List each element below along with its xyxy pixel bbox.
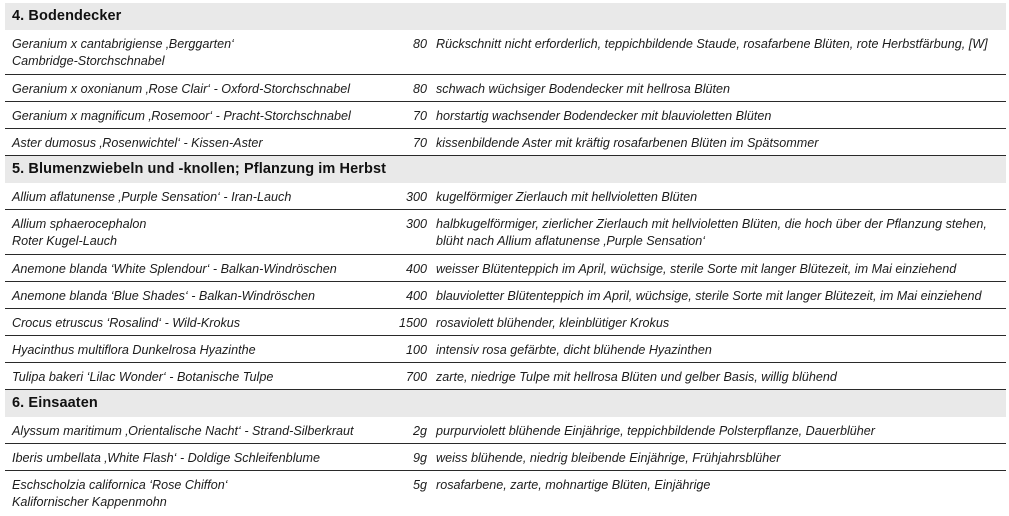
- section-header: 5. Blumenzwiebeln und -knollen; Pflanzung im Herbst: [5, 156, 1006, 183]
- plant-row: [5, 471, 1006, 516]
- plant-name: Iberis umbellata ‚White Flash‘ - Doldige Schleifenblume: [12, 451, 320, 465]
- plant-name: Eschscholzia californica ‘Rose Chiffon‘ Kalifornischer Kappenmohn: [12, 478, 228, 509]
- plant-quantity: 80: [412, 82, 427, 96]
- plant-row: [5, 75, 1006, 102]
- plant-quantity: 300: [405, 190, 427, 204]
- plant-description: intensiv rosa gefärbte, dicht blühende Hyazinthen: [436, 343, 712, 357]
- plant-name: Hyacinthus multiflora Dunkelrosa Hyazinthe: [12, 343, 256, 357]
- plant-description: blauvioletter Blütenteppich im April, wüchsige, sterile Sorte mit langer Blütezeit, im Mai einziehend: [436, 289, 982, 303]
- plant-name: Allium sphaerocephalon Roter Kugel-Lauch: [12, 217, 147, 248]
- plant-description: kugelförmiger Zierlauch mit hellvioletten Blüten: [436, 190, 698, 204]
- plant-row: [5, 444, 1006, 471]
- section-header: 4. Bodendecker: [5, 3, 1006, 30]
- plant-row: [5, 336, 1006, 363]
- plant-quantity: 9g: [412, 451, 427, 465]
- plant-description: rosafarbene, zarte, mohnartige Blüten, Einjährige: [436, 478, 711, 492]
- plant-description: horstartig wachsender Bodendecker mit blauvioletten Blüten: [436, 109, 772, 123]
- plant-quantity: 80: [412, 37, 427, 51]
- plant-quantity: 5g: [412, 478, 427, 492]
- plant-row: [5, 309, 1006, 336]
- plant-name: Tulipa bakeri ‘Lilac Wonder‘ - Botanische Tulpe: [12, 370, 274, 384]
- plant-description: Rückschnitt nicht erforderlich, teppichbildende Staude, rosafarbene Blüten, rote Herbstfärbung, [W]: [436, 37, 988, 51]
- plant-row: [5, 255, 1006, 282]
- plant-name: Alyssum maritimum ‚Orientalische Nacht‘ - Strand-Silberkraut: [12, 424, 354, 438]
- plant-description: weiss blühende, niedrig bleibende Einjährige, Frühjahrsblüher: [436, 451, 781, 465]
- plant-quantity: 100: [405, 343, 427, 357]
- plant-row: [5, 129, 1006, 156]
- plant-name: Aster dumosus ‚Rosenwichtel‘ - Kissen-Aster: [12, 136, 263, 150]
- section-header: 6. Einsaaten: [5, 390, 1006, 417]
- plant-quantity: 300: [405, 217, 427, 231]
- plant-row: [5, 102, 1006, 129]
- plant-name: Anemone blanda ‘White Splendour‘ - Balkan-Windröschen: [12, 262, 337, 276]
- plant-description: purpurviolett blühende Einjährige, teppichbildende Polsterpflanze, Dauerblüher: [436, 424, 875, 438]
- plant-quantity: 400: [405, 289, 427, 303]
- plant-row: [5, 30, 1006, 75]
- plant-name: Anemone blanda ‘Blue Shades‘ - Balkan-Windröschen: [12, 289, 316, 303]
- plant-description: weisser Blütenteppich im April, wüchsige, sterile Sorte mit langer Blütezeit, im Mai einziehend: [436, 262, 957, 276]
- plant-name: Crocus etruscus ‘Rosalind‘ - Wild-Krokus: [12, 316, 241, 330]
- plant-row: [5, 417, 1006, 444]
- plant-description: kissenbildende Aster mit kräftig rosafarbenen Blüten im Spätsommer: [436, 136, 819, 150]
- plant-row: [5, 363, 1006, 390]
- plant-quantity: 70: [412, 136, 427, 150]
- plant-quantity: 1500: [398, 316, 427, 330]
- plant-row: [5, 282, 1006, 309]
- plant-quantity: 700: [405, 370, 427, 384]
- plant-description: rosaviolett blühender, kleinblütiger Krokus: [436, 316, 670, 330]
- plant-row: [5, 183, 1006, 210]
- plant-quantity: 400: [405, 262, 427, 276]
- plant-name: Geranium x oxonianum ‚Rose Clair‘ - Oxford-Storchschnabel: [12, 82, 351, 96]
- plant-description: schwach wüchsiger Bodendecker mit hellrosa Blüten: [436, 82, 731, 96]
- plant-name: Geranium x magnificum ‚Rosemoor‘ - Pracht-Storchschnabel: [12, 109, 351, 123]
- plant-quantity: 70: [412, 109, 427, 123]
- plant-row: [5, 210, 1006, 255]
- plant-name: Geranium x cantabrigiense ‚Berggarten‘ Cambridge-Storchschnabel: [12, 37, 234, 68]
- plant-name: Allium aflatunense ‚Purple Sensation‘ - Iran-Lauch: [12, 190, 292, 204]
- plant-quantity: 2g: [412, 424, 427, 438]
- plant-description: halbkugelförmiger, zierlicher Zierlauch mit hellvioletten Blüten, die hoch über der Pflanzung stehen, blüht nach Allium aflatunense ‚Purple Sensation‘: [436, 217, 987, 248]
- plant-description: zarte, niedrige Tulpe mit hellrosa Blüten und gelber Basis, willig blühend: [436, 370, 837, 384]
